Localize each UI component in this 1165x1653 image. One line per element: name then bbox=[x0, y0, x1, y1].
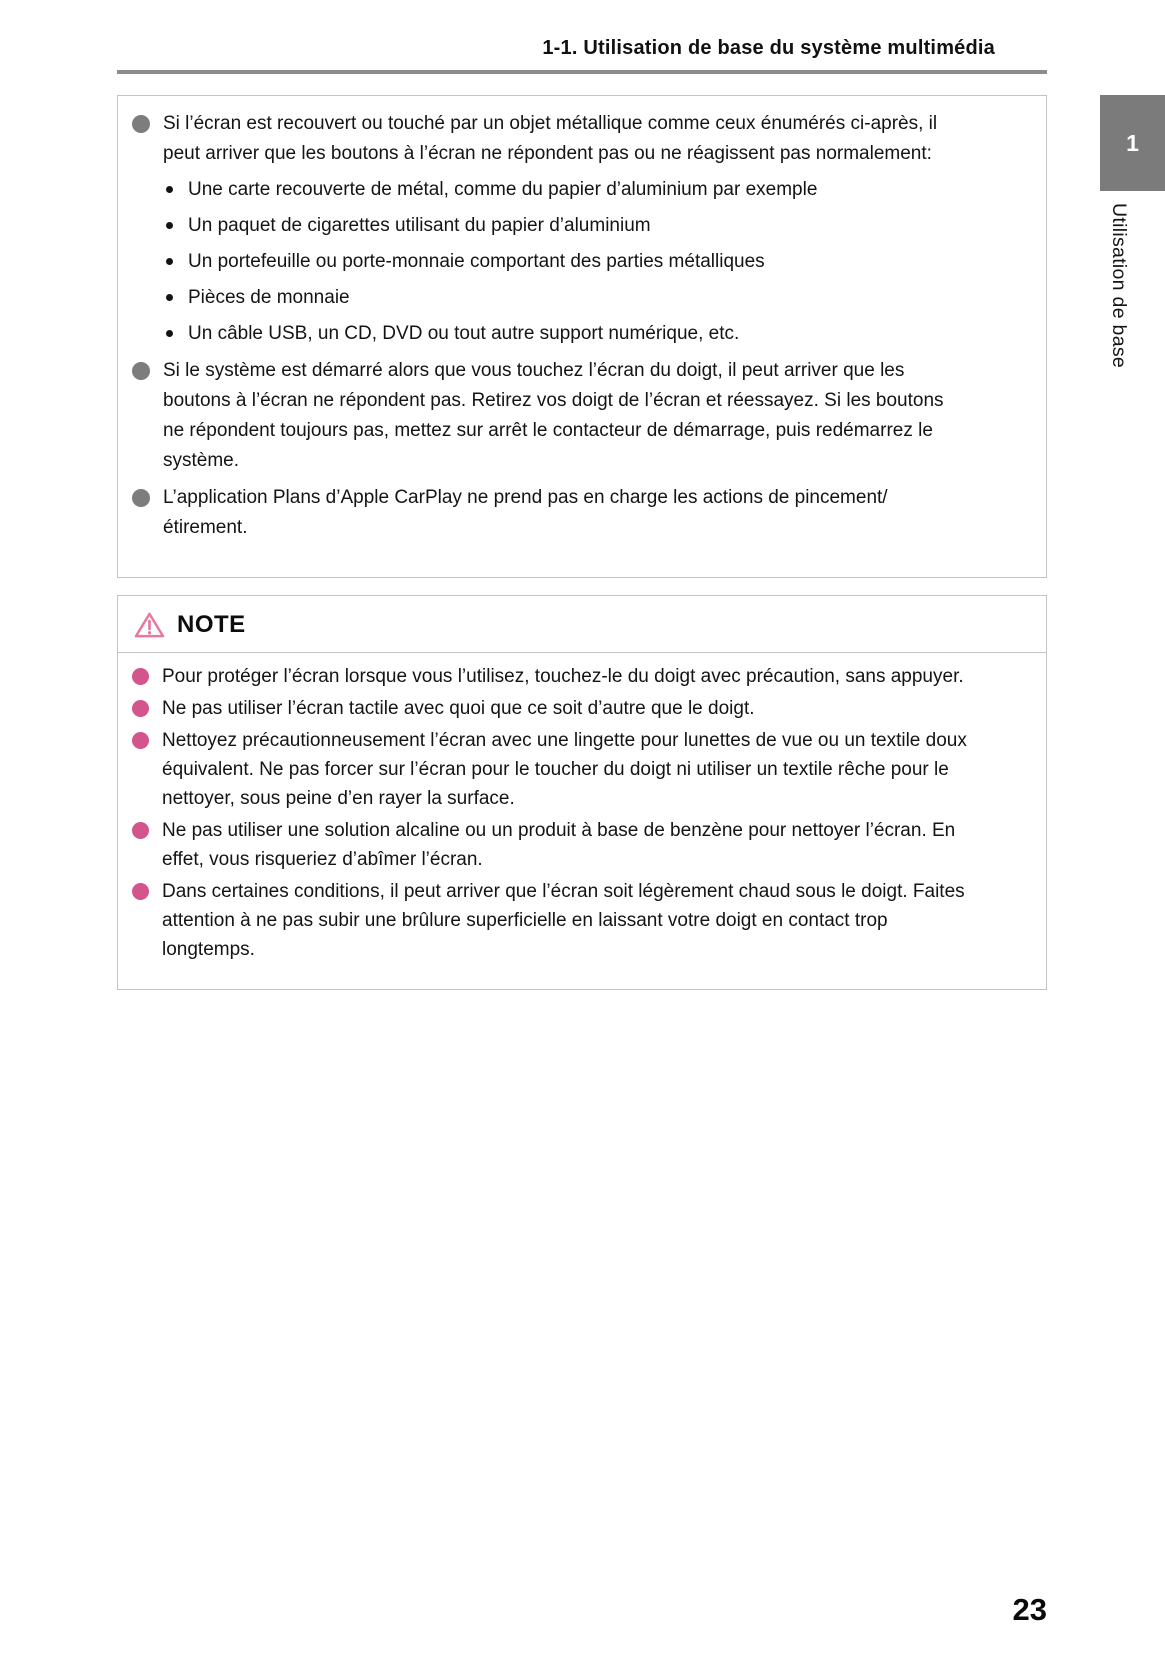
note-item bbox=[132, 694, 1028, 723]
info-item bbox=[132, 356, 1028, 476]
info-sub-item-text: Pièces de monnaie bbox=[188, 287, 350, 308]
warning-triangle-icon bbox=[134, 611, 165, 639]
note-item-text: Pour protéger l’écran lorsque vous l’utilisez, touchez-le du doigt avec précaution, sans appuyer. bbox=[162, 666, 964, 687]
info-sub-item-text: Une carte recouverte de métal, comme du papier d’aluminium par exemple bbox=[188, 179, 818, 200]
gray-bullet-icon bbox=[132, 362, 150, 380]
note-body bbox=[118, 653, 1046, 964]
gray-bullet-icon bbox=[132, 489, 150, 507]
info-sub-item bbox=[166, 247, 1028, 277]
pink-bullet-icon bbox=[132, 700, 149, 717]
chapter-tab bbox=[1100, 95, 1165, 191]
dot-bullet-icon bbox=[166, 258, 173, 265]
chapter-number: 1 bbox=[1126, 129, 1139, 156]
header-rule bbox=[117, 70, 1047, 74]
dot-bullet-icon bbox=[166, 330, 173, 337]
chapter-sidebar-label: Utilisation de base bbox=[1108, 203, 1130, 369]
note-item bbox=[132, 877, 1028, 964]
note-item bbox=[132, 726, 1028, 813]
info-item-text: L’application Plans d’Apple CarPlay ne prend pas en charge les actions de pincement/étirement. bbox=[163, 487, 888, 538]
info-sub-item bbox=[166, 319, 1028, 349]
pink-bullet-icon bbox=[132, 732, 149, 749]
note-item-text: Ne pas utiliser l’écran tactile avec quoi que ce soit d’autre que le doigt. bbox=[162, 698, 755, 719]
note-item-text: Ne pas utiliser une solution alcaline ou un produit à base de benzène pour nettoyer l’écran. En effet, vous risqueriez d’abîmer l’écran. bbox=[162, 820, 956, 870]
pink-bullet-icon bbox=[132, 883, 149, 900]
note-item-text: Dans certaines conditions, il peut arriver que l’écran soit légèrement chaud sous le doigt. Faites attention à ne pas subir une brûlure superficielle en laissant votre doigt en contact trop longtemps. bbox=[162, 881, 965, 960]
info-item-text: Si l’écran est recouvert ou touché par un objet métallique comme ceux énumérés ci-après, il peut arriver que les boutons à l’écran ne répondent pas ou ne réagissent pas normalement: bbox=[163, 113, 938, 164]
info-sub-item bbox=[166, 175, 1028, 205]
info-box bbox=[117, 95, 1047, 578]
pink-bullet-icon bbox=[132, 668, 149, 685]
info-sub-item bbox=[166, 283, 1028, 313]
gray-bullet-icon bbox=[132, 115, 150, 133]
note-item-text: Nettoyez précautionneusement l’écran avec une lingette pour lunettes de vue ou un textile doux équivalent. Ne pas forcer sur l’écran pour le toucher du doigt ni utiliser un textile rêche pour le nettoyer, sous peine d’en rayer la surface. bbox=[162, 730, 967, 809]
pink-bullet-icon bbox=[132, 822, 149, 839]
info-item bbox=[132, 109, 1028, 169]
page-number: 23 bbox=[1012, 1592, 1047, 1627]
note-item bbox=[132, 816, 1028, 874]
info-sub-item bbox=[166, 211, 1028, 241]
note-title: NOTE bbox=[177, 611, 246, 638]
info-sub-item-text: Un câble USB, un CD, DVD ou tout autre support numérique, etc. bbox=[188, 323, 740, 344]
note-item bbox=[132, 662, 1028, 691]
dot-bullet-icon bbox=[166, 294, 173, 301]
info-sub-item-text: Un paquet de cigarettes utilisant du papier d’aluminium bbox=[188, 215, 651, 236]
note-header bbox=[118, 596, 1046, 653]
info-sub-item-text: Un portefeuille ou porte-monnaie comportant des parties métalliques bbox=[188, 251, 765, 272]
dot-bullet-icon bbox=[166, 186, 173, 193]
info-item-text: Si le système est démarré alors que vous touchez l’écran du doigt, il peut arriver que les boutons à l’écran ne répondent pas. Retirez vos doigt de l’écran et réessayez. Si les boutons ne répondent toujours pas, mettez sur arrêt le contacteur de démarrage, puis redémarrez le système. bbox=[163, 360, 944, 471]
dot-bullet-icon bbox=[166, 222, 173, 229]
note-box bbox=[117, 595, 1047, 990]
page-header-title: 1-1. Utilisation de base du système multimédia bbox=[542, 37, 995, 59]
info-item bbox=[132, 483, 1028, 543]
